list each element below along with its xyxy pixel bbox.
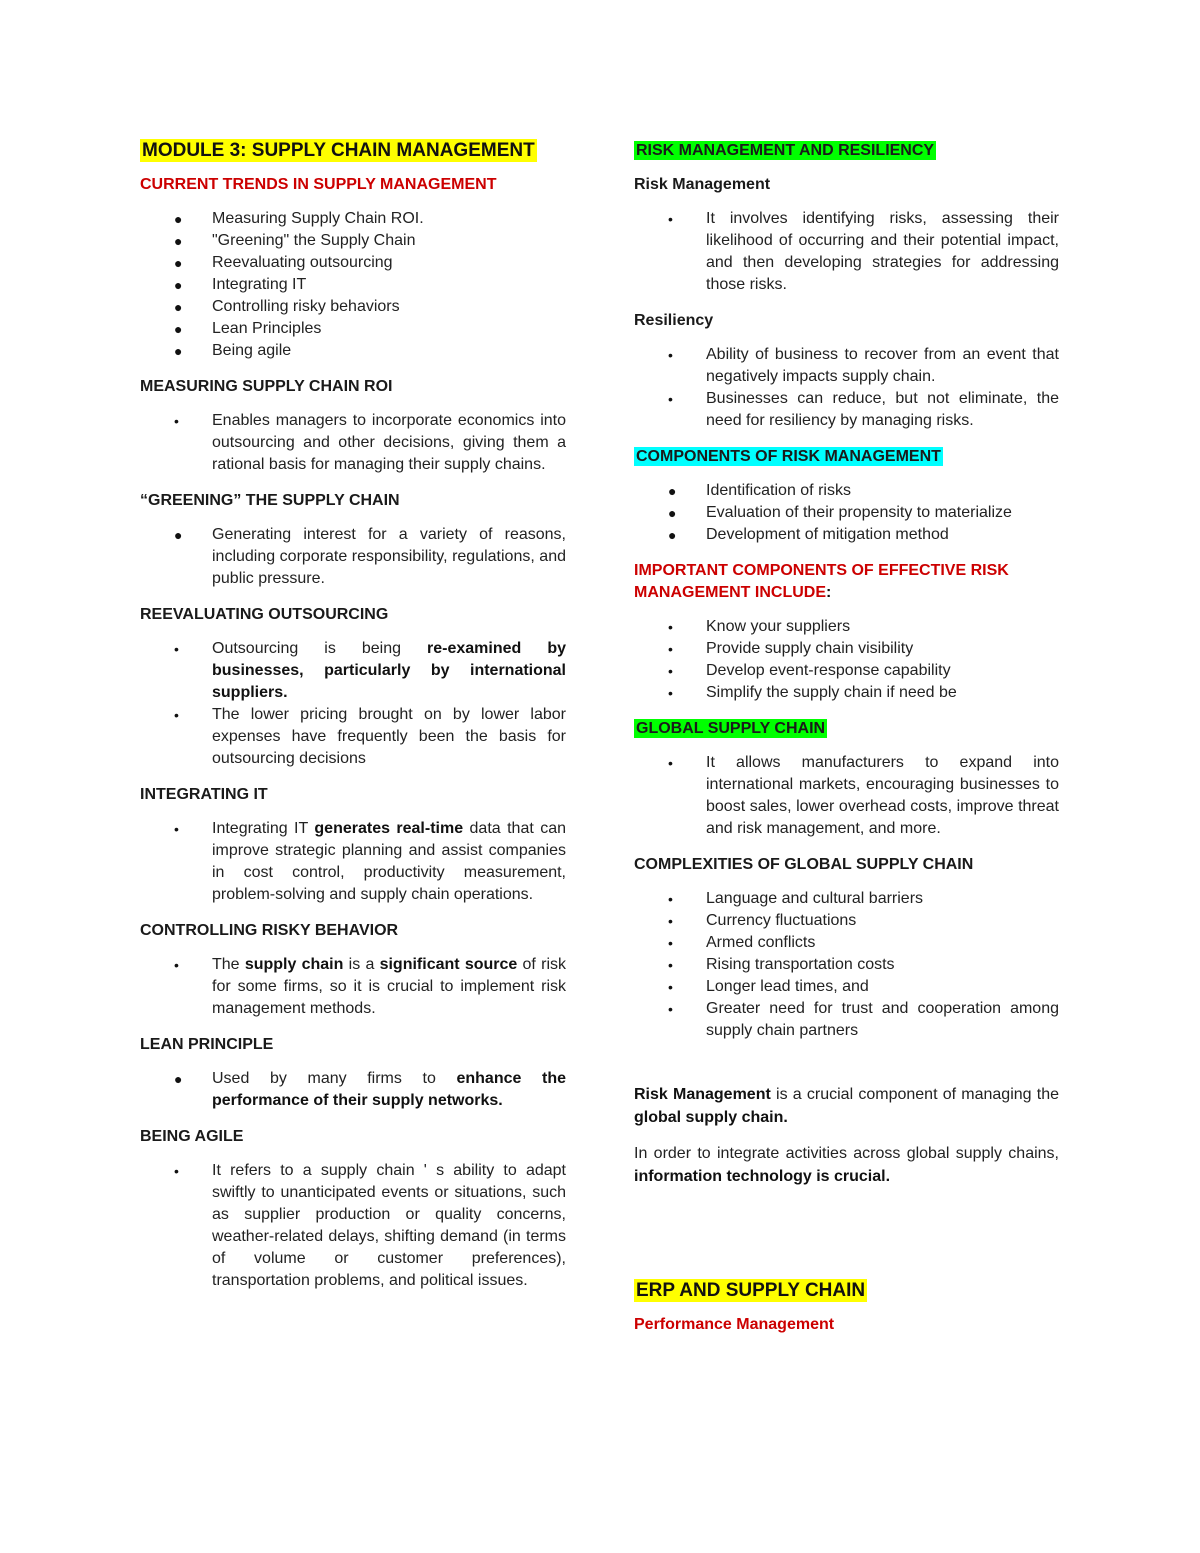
list-item: ● Being agile — [140, 340, 566, 362]
list-item: • Currency fluctuations — [634, 910, 1059, 932]
complexities-list — [634, 888, 1059, 1042]
risk-resiliency-title: RISK MANAGEMENT AND RESILIENCY — [636, 142, 935, 159]
trends-list — [140, 208, 566, 362]
list-item: ● Identification of risks — [634, 480, 1059, 502]
list-item: • The supply chain is a significant source of risk for some firms, so it is crucial to implement risk management methods. — [174, 956, 566, 1017]
agile-heading: BEING AGILE — [140, 1128, 244, 1145]
outsourcing-heading: REEVALUATING OUTSOURCING — [140, 606, 389, 623]
bullet-icon: ● — [174, 1071, 183, 1087]
list-item: ● "Greening" the Supply Chain — [140, 230, 566, 252]
list-item: • Integrating IT generates real-time data that can improve strategic planning and assist companies in cost control, productivity measurement, problem-solving and supply chain operations. — [174, 820, 566, 903]
it-paragraph: In order to integrate activities across global supply chains, information technology is crucial. — [634, 1145, 1059, 1185]
list-item: • Longer lead times, and — [634, 976, 1059, 998]
bullet-icon: ● — [668, 483, 677, 499]
bullet-icon: • — [174, 957, 179, 973]
list-item: • Develop event-response capability — [634, 660, 1059, 682]
roi-list — [140, 410, 566, 476]
bullet-icon: • — [174, 821, 179, 837]
it-heading: INTEGRATING IT — [140, 786, 268, 803]
lean-heading: LEAN PRINCIPLE — [140, 1036, 274, 1053]
bullet-icon: • — [668, 957, 673, 973]
outsourcing-list — [140, 638, 566, 770]
resiliency-heading: Resiliency — [634, 312, 714, 329]
list-item: • Know your suppliers — [634, 616, 1059, 638]
list-item: • Ability of business to recover from an event that negatively impacts supply chain. — [668, 346, 1059, 385]
bullet-icon: • — [668, 1001, 673, 1017]
list-item: • Enables managers to incorporate economics into outsourcing and other decisions, giving them a rational basis for managing their supply chains. — [174, 412, 566, 473]
global-list — [634, 752, 1059, 840]
bullet-icon: • — [174, 641, 179, 657]
complexities-heading: COMPLEXITIES OF GLOBAL SUPPLY CHAIN — [634, 856, 974, 873]
list-item: • The lower pricing brought on by lower labor expenses have frequently been the basis for outsourcing decisions — [174, 706, 566, 767]
list-item: ● Measuring Supply Chain ROI. — [140, 208, 566, 230]
module-title: MODULE 3: SUPPLY CHAIN MANAGEMENT — [142, 140, 535, 161]
risky-list — [140, 954, 566, 1020]
global-supply-chain-heading: GLOBAL SUPPLY CHAIN — [636, 720, 826, 737]
list-item: • It allows manufacturers to expand into international markets, encouraging businesses to boost sales, lower overhead costs, improve threat and risk management, and more. — [668, 754, 1059, 837]
bullet-icon: • — [174, 707, 179, 723]
bullet-icon: • — [174, 1163, 179, 1179]
components-list — [634, 480, 1059, 546]
bullet-icon: • — [668, 391, 673, 407]
it-list — [140, 818, 566, 906]
bullet-icon: ● — [174, 277, 183, 293]
list-item: • Armed conflicts — [634, 932, 1059, 954]
bullet-icon: • — [668, 619, 673, 635]
trends-heading: CURRENT TRENDS IN SUPPLY MANAGEMENT — [140, 176, 497, 193]
risk-management-paragraph: Risk Management is a crucial component of managing the global supply chain. — [634, 1086, 1059, 1126]
list-item: ● Reevaluating outsourcing — [140, 252, 566, 274]
list-item: • Language and cultural barriers — [634, 888, 1059, 910]
list-item: • It involves identifying risks, assessing their likelihood of occurring and their potential impact, and then developing strategies for addressing those risks. — [668, 210, 1059, 293]
performance-management-heading: Performance Management — [634, 1316, 835, 1333]
erp-title: ERP AND SUPPLY CHAIN — [636, 1280, 866, 1301]
list-item: • Rising transportation costs — [634, 954, 1059, 976]
bullet-icon: ● — [668, 527, 677, 543]
list-item: ● Evaluation of their propensity to materialize — [634, 502, 1059, 524]
agile-list — [140, 1160, 566, 1292]
bullet-icon: ● — [174, 233, 183, 249]
bullet-icon: • — [668, 211, 673, 227]
list-item: • It refers to a supply chain ' s ability to adapt swiftly to unanticipated events or situations, such as supplier production or quality concerns, weather-related delays, shifting demand (in terms of volume or customer preferences), transportation problems, and political issues. — [174, 1162, 566, 1289]
bullet-icon: ● — [174, 527, 183, 543]
list-item: ● Integrating IT — [140, 274, 566, 296]
bullet-icon: • — [668, 935, 673, 951]
bullet-icon: • — [174, 413, 179, 429]
bullet-icon: ● — [174, 255, 183, 271]
bullet-icon: • — [668, 641, 673, 657]
list-item: ● Controlling risky behaviors — [140, 296, 566, 318]
list-item: ● Development of mitigation method — [634, 524, 1059, 546]
bullet-icon: • — [668, 347, 673, 363]
bullet-icon: • — [668, 891, 673, 907]
resiliency-list — [634, 344, 1059, 432]
greening-list — [140, 524, 566, 590]
components-heading: COMPONENTS OF RISK MANAGEMENT — [636, 448, 941, 465]
list-item: ● Used by many firms to enhance the performance of their supply networks. — [174, 1070, 566, 1109]
bullet-icon: • — [668, 979, 673, 995]
risky-heading: CONTROLLING RISKY BEHAVIOR — [140, 922, 399, 939]
bullet-icon: • — [668, 755, 673, 771]
risk-management-heading: Risk Management — [634, 176, 771, 193]
risk-management-list — [634, 208, 1059, 296]
bullet-icon: ● — [174, 343, 183, 359]
left-column — [140, 140, 566, 1306]
bullet-icon: ● — [174, 321, 183, 337]
list-item: • Businesses can reduce, but not eliminate, the need for resiliency by managing risks. — [668, 390, 1059, 429]
bullet-icon: • — [668, 685, 673, 701]
greening-heading: “GREENING” THE SUPPLY CHAIN — [140, 492, 400, 509]
list-item: ● Lean Principles — [140, 318, 566, 340]
bullet-icon: • — [668, 913, 673, 929]
bullet-icon: ● — [174, 211, 183, 227]
important-components-heading: IMPORTANT COMPONENTS OF EFFECTIVE RISK MANAGEMENT INCLUDE: — [634, 562, 1009, 601]
roi-heading: MEASURING SUPPLY CHAIN ROI — [140, 378, 393, 395]
important-components-list — [634, 616, 1059, 704]
bullet-icon: ● — [174, 299, 183, 315]
list-item: • Greater need for trust and cooperation among supply chain partners — [668, 1000, 1059, 1039]
right-column — [634, 140, 1059, 1348]
list-item: ● Generating interest for a variety of reasons, including corporate responsibility, regulations, and public pressure. — [174, 526, 566, 587]
bullet-icon: • — [668, 663, 673, 679]
list-item: • Simplify the supply chain if need be — [634, 682, 1059, 704]
lean-list — [140, 1068, 566, 1112]
list-item: • Outsourcing is being re-examined by businesses, particularly by international suppliers. — [174, 640, 566, 701]
bullet-icon: ● — [668, 505, 677, 521]
list-item: • Provide supply chain visibility — [634, 638, 1059, 660]
